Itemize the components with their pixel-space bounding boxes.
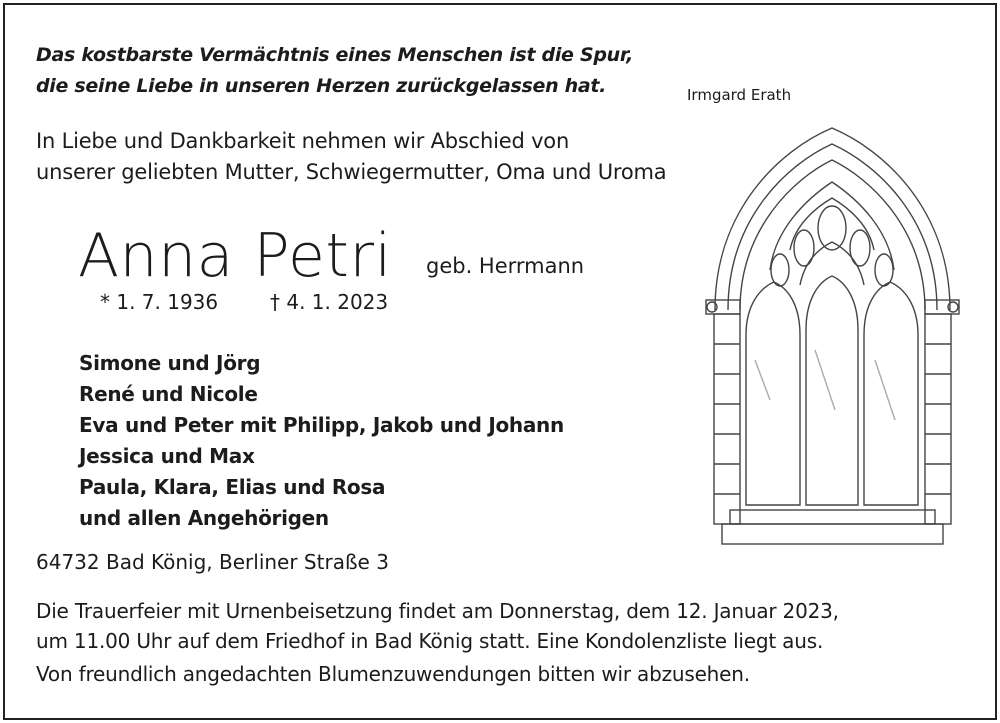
quote-line-1: Das kostbarste Vermächtnis eines Menschen ist die Spur, — [36, 44, 634, 66]
funeral-notice — [36, 596, 839, 656]
quote-author: Irmgard Erath — [687, 86, 792, 104]
mourner-entry: Simone und Jörg — [79, 351, 261, 375]
quote-line-2: die seine Liebe in unseren Herzen zurückgelassen hat. — [36, 75, 607, 97]
address: 64732 Bad König, Berliner Straße 3 — [36, 550, 389, 574]
mourner-entry: René und Nicole — [79, 382, 258, 406]
notice-line-1: Die Trauerfeier mit Urnenbeisetzung findet am Donnerstag, dem 12. Januar 2023, — [36, 599, 839, 623]
mourner-entry: Eva und Peter mit Philipp, Jakob und Johann — [79, 413, 564, 437]
intro-line-1: In Liebe und Dankbarkeit nehmen wir Abschied von — [36, 129, 570, 153]
gothic-window-icon — [700, 120, 965, 550]
mourner-entry: Paula, Klara, Elias und Rosa — [79, 475, 386, 499]
intro-text — [36, 126, 666, 188]
death-date: † 4. 1. 2023 — [270, 290, 389, 314]
mourner-entry: und allen Angehörigen — [79, 506, 329, 530]
maiden-name: geb. Herrmann — [426, 254, 585, 278]
memorial-quote — [36, 40, 633, 102]
mourners-list — [79, 348, 564, 534]
intro-line-2: unserer geliebten Mutter, Schwiegermutter, Oma und Uroma — [36, 160, 667, 184]
mourner-entry: Jessica und Max — [79, 444, 255, 468]
notice-line-2: um 11.00 Uhr auf dem Friedhof in Bad König statt. Eine Kondolenzliste liegt aus. — [36, 629, 824, 653]
birth-date: * 1. 7. 1936 — [100, 290, 219, 314]
flowers-notice: Von freundlich angedachten Blumenzuwendungen bitten wir abzusehen. — [36, 662, 750, 686]
deceased-name: Anna Petri — [78, 221, 392, 291]
